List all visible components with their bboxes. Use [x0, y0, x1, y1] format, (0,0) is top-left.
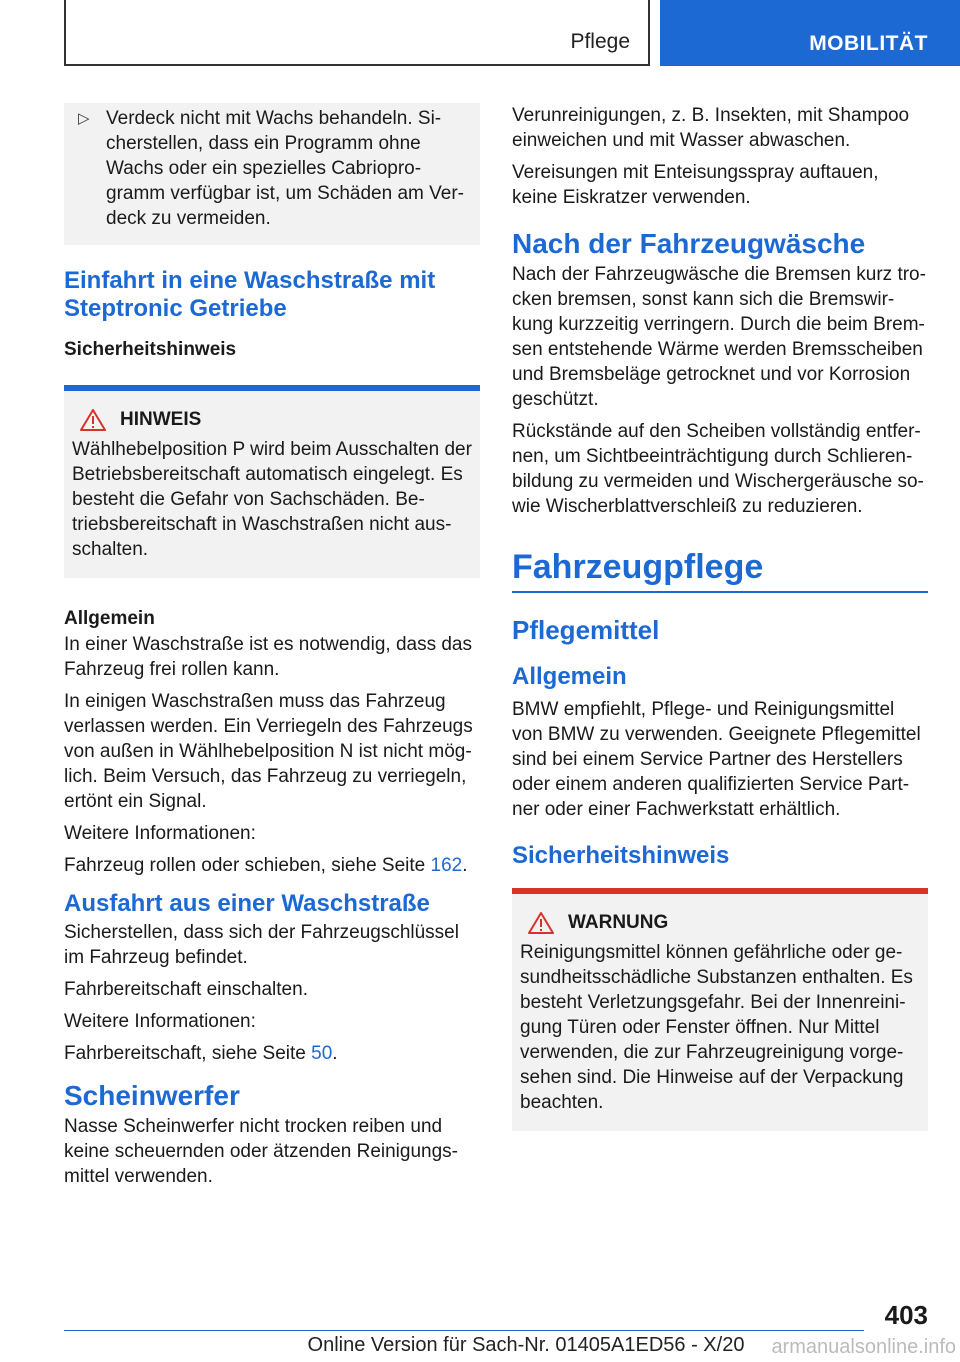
- warning-triangle-icon: [80, 409, 106, 431]
- heading-general: Allgemein: [64, 608, 155, 629]
- notice-header: [80, 409, 472, 431]
- paragraph: In einer Waschstraße ist es notwendig, dass das Fahrzeug frei rollen kann.: [64, 634, 472, 680]
- right-column: [512, 103, 928, 1131]
- triangle-bullet-icon: ▷: [78, 110, 90, 127]
- heading-safety: Sicherheitshinweis: [64, 339, 237, 360]
- paragraph: BMW empfiehlt, Pflege- und Reinigungsmittel von BMW zu verwenden. Geeignete Pflegemittel sind bei einem Service Partner des Herstellers oder einem anderen qualifizierten Service Part- ner oder einer Fachwerkstatt erhältlich.: [512, 699, 921, 820]
- heading-headlights: Scheinwerfer: [64, 1080, 240, 1111]
- heading-vehicle-care: Fahrzeugpflege: [512, 547, 928, 593]
- warning-triangle-icon: [528, 912, 554, 934]
- bullet-text: Verdeck nicht mit Wachs behandeln. Si- cherstellen, dass ein Programm ohne Wachs oder ein spezielles Cabriopro- gramm verfügbar ist, um Schäden am Ver- deck zu vermeiden.: [106, 108, 464, 229]
- heading-steptronic: Einfahrt in eine Waschstraße mit Steptronic Getriebe: [64, 267, 436, 322]
- notice-box: [64, 385, 480, 578]
- notice-title: HINWEIS: [120, 409, 202, 430]
- footer-version: Online Version für Sach-Nr. 01405A1ED56 - X/20: [307, 1334, 745, 1356]
- paragraph: Fahrbereitschaft, siehe Seite 50.: [64, 1043, 338, 1064]
- warning-title: WARNUNG: [568, 912, 669, 933]
- paragraph: Verunreinigungen, z. B. Insekten, mit Shampoo einweichen und mit Wasser abwaschen.: [512, 105, 910, 151]
- chapter-title: MOBILITÄT: [809, 32, 928, 55]
- paragraph: Nach der Fahrzeugwäsche die Bremsen kurz tro- cken bremsen, sonst kann sich die Bremswir- kung kurzzeitig verringern. Durch die beim Brem- sen entstehende Wärme werden Bremsscheiben und Bremsbeläge getrocknet und vor Korrosion geschützt.: [512, 264, 926, 410]
- warning-text: Reinigungsmittel können gefährliche oder ge- sundheitsschädliche Substanzen enthalten. Es besteht Verletzungsgefahr. Bei der Innenreini- gung Türen oder Fenster öffnen. Nur Mittel verwenden, die zur Fahrzeugreinigung vorge- sehen sind. Die Hinweise auf der Verpackung beachten.: [520, 942, 913, 1113]
- paragraph: Nasse Scheinwerfer nicht trocken reiben und keine scheuernden oder ätzenden Reinigungs- mittel verwenden.: [64, 1116, 458, 1187]
- header-chapter-box: [660, 0, 960, 66]
- warning-box: [512, 888, 928, 1131]
- footer-divider: [64, 1330, 864, 1331]
- page-link-50[interactable]: 50: [311, 1043, 333, 1064]
- left-column: [64, 103, 480, 1196]
- heading-safety: Sicherheitshinweis: [512, 842, 730, 869]
- heading-after-wash: Nach der Fahrzeugwäsche: [512, 228, 866, 259]
- heading-care-products: Pflegemittel: [512, 615, 660, 645]
- paragraph: Weitere Informationen:: [64, 1011, 256, 1032]
- heading-general: Allgemein: [512, 663, 627, 690]
- paragraph: In einigen Waschstraßen muss das Fahrzeug verlassen werden. Ein Verriegeln des Fahrzeugs von außen in Wählhebelposition N ist nicht mög- lich. Beim Versuch, das Fahrzeug zu verriegeln, ertönt ein Signal.: [64, 691, 473, 812]
- paragraph: Rückstände auf den Scheiben vollständig entfer- nen, um Sichtbeeinträchtigung durch Schlieren- bildung zu vermeiden und Wischergeräusche so- wie Wischerblattverschleiß zu reduzieren.: [512, 421, 924, 517]
- page-number: 403: [884, 1300, 928, 1330]
- paragraph: Weitere Informationen:: [64, 823, 256, 844]
- heading-exit: Ausfahrt aus einer Waschstraße: [64, 890, 430, 917]
- page-link-162[interactable]: 162: [430, 855, 463, 876]
- notice-text: Wählhebelposition P wird beim Ausschalten der Betriebsbereitschaft automatisch eingelegt. Es besteht die Gefahr von Sachschäden. Be- triebsbereitschaft in Waschstraßen nicht aus- schalten.: [72, 439, 472, 560]
- watermark: armanualsonline.info: [771, 1336, 956, 1358]
- paragraph: Vereisungen mit Enteisungsspray auftauen, keine Eiskratzer verwenden.: [512, 162, 879, 208]
- bullet-note: [64, 103, 480, 245]
- paragraph: Sicherstellen, dass sich der Fahrzeugschlüssel im Fahrzeug befindet.: [64, 922, 459, 968]
- paragraph: Fahrbereitschaft einschalten.: [64, 979, 308, 1000]
- section-title: Pflege: [570, 30, 630, 53]
- header-section-box: [64, 0, 650, 66]
- paragraph: Fahrzeug rollen oder schieben, siehe Seite 162.: [64, 855, 468, 876]
- warning-header: [528, 912, 920, 934]
